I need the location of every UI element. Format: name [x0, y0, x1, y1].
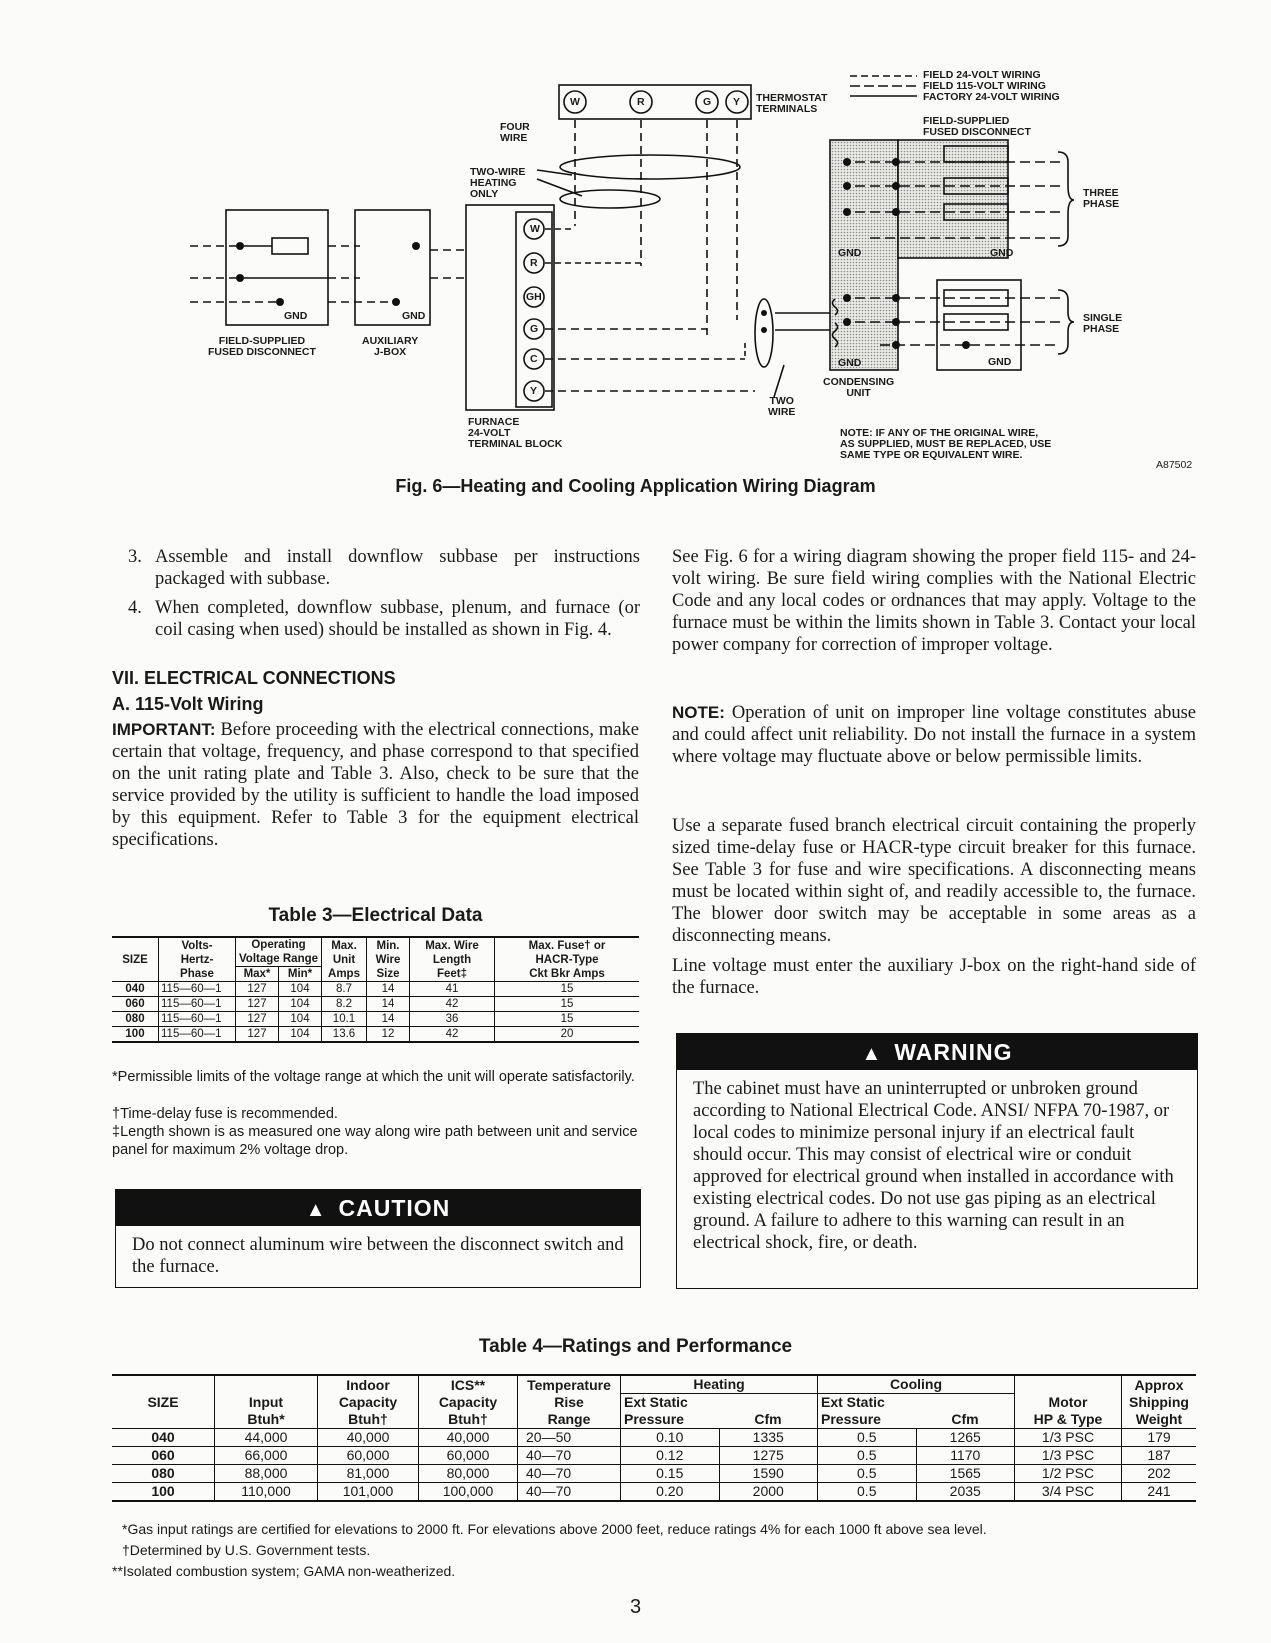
t4-cell: 040 — [151, 1429, 175, 1445]
t4-cell: 1/3 PSC — [1015, 1429, 1122, 1447]
t4-header-heating-cfm: Cfm — [719, 1394, 818, 1429]
t3-cell: 040 — [125, 983, 145, 995]
t4-header-temp: Temperature Rise Range — [518, 1375, 621, 1429]
t4-cell: 0.12 — [621, 1447, 720, 1465]
caution-header — [116, 1190, 640, 1226]
t4-header-input: Input Btuh* — [215, 1375, 318, 1429]
t4-cell: 241 — [1122, 1483, 1197, 1502]
caution-box — [115, 1189, 641, 1288]
t4-cell: 60,000 — [419, 1447, 518, 1465]
t4-cell: 179 — [1122, 1429, 1197, 1447]
t3-cell: 14 — [367, 1012, 410, 1027]
right-paragraph-4: Line voltage must enter the auxiliary J-box on the right-hand side of the furnace. — [672, 956, 1196, 998]
t4-cell: 80,000 — [419, 1465, 518, 1483]
t4-cell: 0.5 — [818, 1465, 917, 1483]
t4-header-heating-static: Ext Static Pressure — [621, 1394, 720, 1429]
furnace-terminal-w: W — [530, 223, 540, 235]
warning-header — [677, 1034, 1197, 1070]
t4-cell: 81,000 — [318, 1465, 419, 1483]
t4-cell: 40,000 — [419, 1429, 518, 1447]
t4-cell: 1265 — [916, 1429, 1015, 1447]
aux-jbox-label: AUXILIARY J-BOX — [362, 335, 419, 358]
t3-cell: 104 — [279, 982, 322, 997]
list-number: 3. — [128, 547, 142, 567]
table-row — [112, 1027, 639, 1043]
table4-wrapper — [112, 1374, 1196, 1502]
t4-cell: 0.10 — [621, 1429, 720, 1447]
important-text: Before proceeding with the electrical connections, make certain that voltage, frequency, and phase correspond to that specified on the unit rating plate and Table 3. Also, check to be sure that the service provided by the utility is sufficient to handle the load imposed by this equipment. Refer to Table 3 for the equipment electrical specifications. — [112, 720, 639, 850]
gnd-label-condensing: GND — [838, 357, 862, 369]
t4-cell: 1/3 PSC — [1015, 1447, 1122, 1465]
t3-cell: 15 — [495, 997, 640, 1012]
caution-text: Do not connect aluminum wire between the disconnect switch and the furnace. — [132, 1235, 624, 1277]
table3-title: Table 3—Electrical Data — [268, 905, 483, 926]
t3-cell: 14 — [367, 997, 410, 1012]
t4-cell: 187 — [1122, 1447, 1197, 1465]
t4-cell: 66,000 — [215, 1447, 318, 1465]
gnd-label-three-phase-left: GND — [838, 247, 862, 259]
t3-cell: 104 — [279, 1012, 322, 1027]
right-paragraph-3: Use a separate fused branch electrical circuit containing the properly sized time-delay fuse or HACR-type circuit breaker for this furnace. See Table 3 for fuse and wire specifications. A disconnecting means must be located within sight of, and readily accessible to, the furnace. The blower door switch may be acceptable in some areas as a disconnecting means. — [672, 816, 1196, 946]
table-row — [112, 1012, 639, 1027]
t4-header-cooling-static: Ext Static Pressure — [818, 1394, 917, 1429]
furnace-block-label: FURNACE 24-VOLT TERMINAL BLOCK — [468, 416, 563, 450]
t4-cell: 110,000 — [215, 1483, 318, 1502]
table4-footnote-1: *Gas input ratings are certified for elevations to 2000 ft. For elevations above 2000 feet, reduce ratings 4% for each 1000 ft above sea level. — [122, 1521, 987, 1537]
note-text: Operation of unit on improper line voltage constitutes abuse and could affect unit reliability. Do not install the furnace in a system where voltage may fluctuate above or below permissible limits. — [672, 703, 1196, 767]
t4-cell: 0.15 — [621, 1465, 720, 1483]
t4-cell: 100 — [151, 1483, 175, 1499]
thermo-terminal-r: R — [637, 96, 645, 108]
warning-triangle-icon: ▲ — [305, 1199, 327, 1221]
t3-cell: 15 — [495, 982, 640, 997]
t4-cell: 2035 — [916, 1483, 1015, 1502]
four-wire-label: FOUR WIRE — [500, 121, 530, 144]
t3-cell: 080 — [125, 1013, 145, 1025]
t4-cell: 40—70 — [518, 1447, 621, 1465]
t3-cell: 42 — [410, 1027, 495, 1043]
t3-cell: 15 — [495, 1012, 640, 1027]
t3-header-fuse: Max. Fuse† or HACR-Type Ckt Bkr Amps — [495, 937, 640, 982]
t4-header-weight: Approx Shipping Weight — [1122, 1375, 1197, 1429]
two-wire-heating-label: TWO-WIRE HEATING ONLY — [470, 166, 526, 200]
t4-cell: 40—70 — [518, 1465, 621, 1483]
list-text: When completed, downflow subbase, plenum, and furnace (or coil casing when used) should be installed as shown in Fig. 4. — [155, 598, 640, 640]
table-row — [112, 1465, 1196, 1483]
figure-caption: Fig. 6—Heating and Cooling Application Wiring Diagram — [395, 476, 876, 496]
important-label: IMPORTANT: — [112, 720, 216, 739]
t3-cell: 14 — [367, 982, 410, 997]
t3-header-max: Max* — [236, 967, 279, 982]
t3-cell: 36 — [410, 1012, 495, 1027]
t4-cell: 1590 — [719, 1465, 818, 1483]
t3-cell: 104 — [279, 997, 322, 1012]
list-text: Assemble and install downflow subbase per instructions packaged with subbase. — [155, 547, 640, 589]
t3-header-min: Min* — [279, 967, 322, 982]
t3-cell: 127 — [236, 997, 279, 1012]
t4-cell: 44,000 — [215, 1429, 318, 1447]
t4-cell: 1275 — [719, 1447, 818, 1465]
t3-header-volts: Volts- Hertz- Phase — [159, 937, 236, 982]
t3-cell: 100 — [125, 1028, 145, 1040]
table-row — [112, 1483, 1196, 1502]
right-paragraph-1: See Fig. 6 for a wiring diagram showing the proper field 115- and 24-volt wiring. Be sure field wiring complies with the National Electric Code and any local codes or ordnances that may apply. Voltage to the furnace must be within the limits shown in Table 3. Contact your local power company for correction of improper voltage. — [672, 547, 1196, 655]
t3-header-length: Max. Wire Length Feet‡ — [410, 937, 495, 982]
t3-cell: 115—60—1 — [159, 982, 236, 997]
subsection-heading: A. 115-Volt Wiring — [112, 694, 264, 714]
wiring-diagram — [0, 0, 1271, 470]
t4-cell: 1565 — [916, 1465, 1015, 1483]
diagram-note: NOTE: IF ANY OF THE ORIGINAL WIRE, AS SUPPLIED, MUST BE REPLACED, USE SAME TYPE OR EQUIVALENT WIRE. — [840, 427, 1052, 461]
t3-cell: 127 — [236, 982, 279, 997]
t4-cell: 1170 — [916, 1447, 1015, 1465]
t4-cell: 080 — [151, 1465, 175, 1481]
caution-label: CAUTION — [338, 1195, 451, 1221]
note-paragraph — [672, 702, 1196, 768]
gnd-label-single-phase: GND — [988, 356, 1012, 368]
t3-cell: 13.6 — [322, 1027, 367, 1043]
legend-factory-24v: FACTORY 24-VOLT WIRING — [923, 91, 1060, 103]
t3-cell: 8.7 — [322, 982, 367, 997]
legend-field-24v: FIELD 24-VOLT WIRING — [923, 69, 1041, 81]
t4-cell: 2000 — [719, 1483, 818, 1502]
t4-cell: 0.5 — [818, 1483, 917, 1502]
t3-cell: 20 — [495, 1027, 640, 1043]
t3-cell: 12 — [367, 1027, 410, 1043]
thermo-terminal-g: G — [703, 96, 712, 108]
table3-footnote-3: ‡Length shown is as measured one way along wire path between unit and service panel for maximum 2% voltage drop. — [112, 1124, 638, 1158]
furnace-terminal-g: G — [530, 323, 539, 335]
figure-code: A87502 — [1156, 459, 1193, 471]
t4-cell: 1335 — [719, 1429, 818, 1447]
table4-footnote-2: †Determined by U.S. Government tests. — [122, 1542, 371, 1558]
table4 — [112, 1374, 1196, 1502]
table-row — [112, 982, 639, 997]
condensing-unit-label: CONDENSING UNIT — [823, 376, 895, 399]
t4-cell: 100,000 — [419, 1483, 518, 1502]
t3-cell: 42 — [410, 997, 495, 1012]
field-disconnect-right-label: FIELD-SUPPLIED FUSED DISCONNECT — [923, 115, 1031, 138]
single-phase-label: SINGLE PHASE — [1083, 312, 1123, 335]
warning-box — [676, 1033, 1198, 1289]
t4-cell: 3/4 PSC — [1015, 1483, 1122, 1502]
warning-text: The cabinet must have an uninterrupted or unbroken ground according to National Electrical Code. ANSI/ NFPA 70-1987, or local codes to minimize personal injury if an electrical fault should occur. This may consist of electrical wire or conduit approved for electrical ground when installed in accordance with existing electrical codes. Do not use gas piping as an electrical ground. A failure to adhere to this warning can result in an electrical shock, fire, or death. — [693, 1079, 1174, 1253]
gnd-label-three-phase-right: GND — [990, 247, 1014, 259]
list-number: 4. — [128, 598, 142, 618]
t4-cell: 0.20 — [621, 1483, 720, 1502]
table-row — [112, 997, 639, 1012]
t4-cell: 101,000 — [318, 1483, 419, 1502]
t3-cell: 10.1 — [322, 1012, 367, 1027]
page-number: 3 — [629, 1596, 642, 1618]
list-item — [128, 546, 640, 590]
t3-cell: 127 — [236, 1012, 279, 1027]
t3-cell: 127 — [236, 1027, 279, 1043]
t4-cell: 0.5 — [818, 1447, 917, 1465]
list-item — [128, 597, 640, 663]
t3-cell: 060 — [125, 998, 145, 1010]
t4-header-size: SIZE — [112, 1375, 215, 1429]
t4-cell: 20—50 — [518, 1429, 621, 1447]
gnd-label-jbox: GND — [402, 310, 426, 322]
table4-footnote-3: **Isolated combustion system; GAMA non-weatherized. — [112, 1563, 456, 1579]
table-row — [112, 1429, 1196, 1447]
t4-header-motor: Motor HP & Type — [1015, 1375, 1122, 1429]
t3-header-wire: Min. Wire Size — [367, 937, 410, 982]
t3-cell: 8.2 — [322, 997, 367, 1012]
t3-cell: 115—60—1 — [159, 1012, 236, 1027]
t4-cell: 60,000 — [318, 1447, 419, 1465]
thermo-terminal-w: W — [570, 96, 580, 108]
important-paragraph — [112, 719, 639, 851]
t4-cell: 88,000 — [215, 1465, 318, 1483]
t3-cell: 104 — [279, 1027, 322, 1043]
two-wire-label: TWO WIRE — [768, 395, 796, 418]
t3-cell: 115—60—1 — [159, 997, 236, 1012]
furnace-terminal-y: Y — [530, 385, 538, 397]
t4-cell: 40,000 — [318, 1429, 419, 1447]
table-row — [112, 1447, 1196, 1465]
t4-cell: 40—70 — [518, 1483, 621, 1502]
gnd-label-left: GND — [284, 310, 308, 322]
t4-header-cooling: Cooling — [818, 1375, 1015, 1394]
section-heading: VII. ELECTRICAL CONNECTIONS — [112, 668, 396, 688]
t4-cell: 202 — [1122, 1465, 1197, 1483]
furnace-terminal-r: R — [530, 257, 538, 269]
t3-header-size: SIZE — [112, 937, 159, 982]
thermo-terminal-y: Y — [733, 96, 741, 108]
warning-label: WARNING — [894, 1039, 1013, 1065]
t4-header-ics: ICS** Capacity Btuh† — [419, 1375, 518, 1429]
t3-cell: 115—60—1 — [159, 1027, 236, 1043]
t4-header-cooling-cfm: Cfm — [916, 1394, 1015, 1429]
warning-triangle-icon: ▲ — [861, 1043, 883, 1065]
furnace-terminal-gh: GH — [526, 291, 542, 303]
t4-cell: 1/2 PSC — [1015, 1465, 1122, 1483]
table3-footnote-1: *Permissible limits of the voltage range at which the unit will operate satisfactorily. — [112, 1069, 635, 1085]
t3-header-oprange: Operating Voltage Range — [236, 937, 322, 967]
t4-header-indoor: Indoor Capacity Btuh† — [318, 1375, 419, 1429]
legend-field-115v: FIELD 115-VOLT WIRING — [923, 80, 1046, 92]
three-phase-label: THREE PHASE — [1083, 187, 1120, 210]
t4-cell: 060 — [151, 1447, 175, 1463]
field-disconnect-left-label: FIELD-SUPPLIED FUSED DISCONNECT — [208, 335, 316, 358]
table3 — [112, 936, 639, 1043]
t4-cell: 0.5 — [818, 1429, 917, 1447]
thermostat-terminals-label: THERMOSTAT TERMINALS — [756, 92, 828, 115]
table4-title: Table 4—Ratings and Performance — [478, 1336, 793, 1357]
t3-header-amps: Max. Unit Amps — [322, 937, 367, 982]
table3-wrapper — [112, 936, 639, 1043]
t3-cell: 41 — [410, 982, 495, 997]
note-label: NOTE: — [672, 703, 725, 722]
t4-header-heating: Heating — [621, 1375, 818, 1394]
table3-footnote-2: †Time-delay fuse is recommended. — [112, 1106, 338, 1122]
furnace-terminal-c: C — [530, 353, 538, 365]
